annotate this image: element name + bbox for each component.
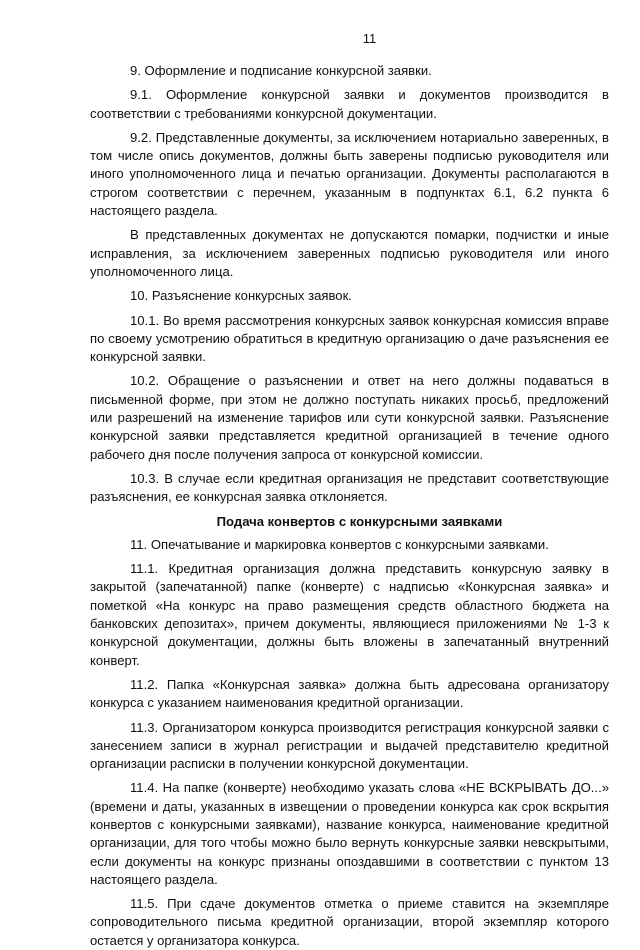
paragraph-11: 11. Опечатывание и маркировка конвертов с конкурсными заявками.: [130, 536, 549, 552]
page-number: 11: [362, 31, 377, 46]
paragraph-11-5: 11.5. При сдаче документов отметка о приеме ставится на экземпляре сопроводительного письма кредитной организации, второй экземпляр которого остается у организатора конкурса.: [90, 896, 609, 948]
paragraph-10-1: 10.1. Во время рассмотрения конкурсных заявок конкурсная комиссия вправе по своему усмотрению обратиться в кредитную организацию о даче разъяснения ее конкурсной заявки.: [90, 312, 609, 365]
paragraph-9-2-note: В представленных документах не допускаются помарки, подчистки и иные исправления, за исключением заверенных подписью руководителя или иного уполномоченного лица.: [90, 227, 609, 279]
paragraph-9-2: 9.2. Представленные документы, за исключением нотариально заверенных, в том числе опись документов, должны быть заверены подписью руководителя или иного уполномоченного лица и печатью организации. Документы располагаются в строгом соответствии с перечнем, указанным в подпунктах 6.1, 6.2 пункта 6 настоящего раздела.: [90, 129, 609, 219]
paragraph-11-1: 11.1. Кредитная организация должна представить конкурсную заявку в закрытой (запечатанной) папке (конверте) с надписью «Конкурсная заявка» и пометкой «На конкурс на право размещения средств областного бюджета на банковских депозитах», причем документы, являющиеся приложениями № 1-3 к конкурсной документации, должны быть вложены в запечатанный внутренний конверт.: [90, 561, 609, 668]
paragraph-10-3: 10.3. В случае если кредитная организация не представит соответствующие разъяснения, ее конкурсная заявка отклоняется.: [90, 470, 609, 505]
paragraph-9: 9. Оформление и подписание конкурсной заявки.: [130, 63, 432, 78]
paragraph-11-2: 11.2. Папка «Конкурсная заявка» должна быть адресована организатору конкурса с указанием наименования кредитной организации.: [90, 676, 609, 711]
paragraph-10: 10. Разъяснение конкурсных заявок.: [130, 288, 352, 304]
paragraph-10-2: 10.2. Обращение о разъяснении и ответ на него должны подаваться в письменной форме, при этом не должно поступать никаких просьб, предложений или разрешений на изменение тарифов или сути конкурсной заявки. Разъяснение конкурсной заявки представляется кредитной организацией в течение одного рабочего дня после получения запроса от конкурсной комиссии.: [90, 373, 609, 462]
paragraph-11-3: 11.3. Организатором конкурса производится регистрация конкурсной заявки с занесением записи в журнал регистрации и выдачей представителю кредитной организации расписки в получении конкурсной документации.: [90, 719, 609, 772]
paragraph-9-1: 9.1. Оформление конкурсной заявки и документов производится в соответствии с требованиями конкурсной документации.: [90, 87, 609, 121]
section-heading: Подача конвертов с конкурсными заявками: [216, 513, 503, 529]
paragraph-11-4: 11.4. На папке (конверте) необходимо указать слова «НЕ ВСКРЫВАТЬ ДО...» (времени и даты, указанных в извещении о проведении конкурса как срок вскрытия конвертов с конкурсными заявками), название конкурса, наименование кредитной организации, для того чтобы можно было вернуть конкурсные заявки невскрытыми, если документы на конкурс признаны опоздавшими в соответствии с пунктом 13 настоящего раздела.: [90, 780, 609, 887]
